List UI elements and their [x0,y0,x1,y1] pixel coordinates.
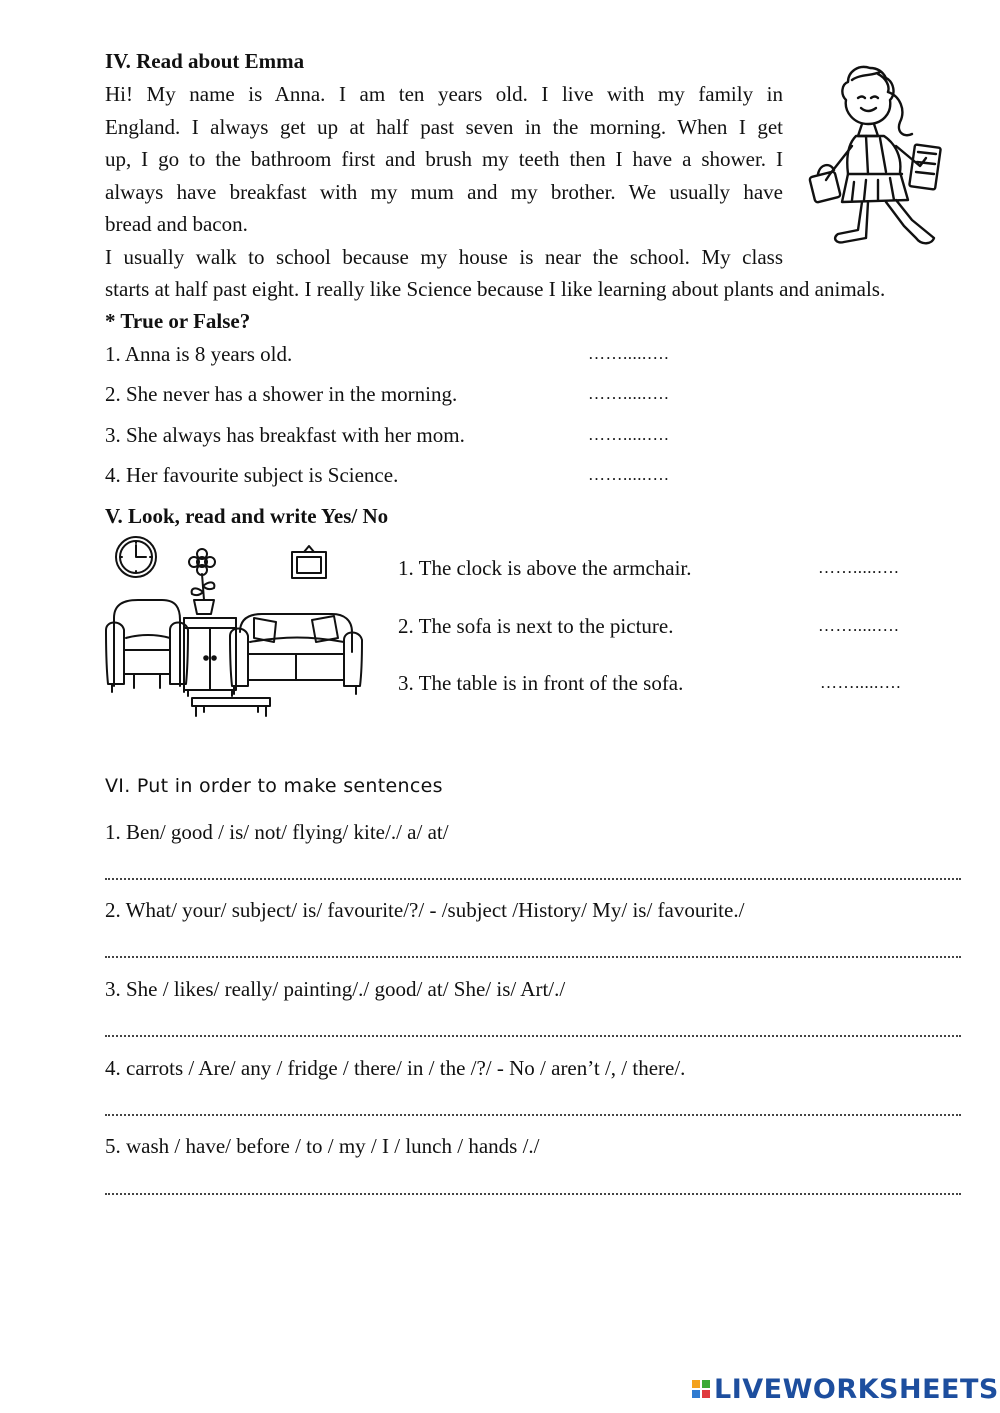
answer-line[interactable] [105,956,961,958]
reorder-item: 4. carrots / Are/ any / fridge / there/ in / the /?/ - No / aren’t /, / there/. [105,1056,686,1080]
answer-line[interactable] [105,1114,961,1116]
logo-square-icon [692,1380,700,1388]
tf-answer-blank[interactable]: …….....…. [588,465,669,484]
brand-name: LIVEWORKSHEETS [714,1373,999,1405]
living-room-illustration [104,534,370,720]
yes-no-answer-blank[interactable]: …….....…. [818,558,899,577]
passage-line: always have breakfast with my mum and my brother. We usually have [105,179,783,204]
tf-question: 3. She always has breakfast with her mom. [105,423,465,447]
tf-question: 2. She never has a shower in the morning. [105,382,458,406]
passage-line: up, I go to the bathroom first and brush my teeth then I have a shower. I [105,147,783,171]
answer-line[interactable] [105,1193,961,1195]
reorder-item: 1. Ben/ good / is/ not/ flying/ kite/./ a/ at/ [105,820,449,844]
reading-passage [105,78,783,273]
reorder-item: 3. She / likes/ really/ painting/./ good/ at/ She/ is/ Art/./ [105,977,566,1001]
yes-no-question: 3. The table is in front of the sofa. [398,671,684,695]
yes-no-answer-blank[interactable]: …….....…. [820,673,901,692]
passage-line: bread and bacon. [105,212,248,236]
liveworksheets-icon [692,1380,710,1398]
reorder-item: 5. wash / have/ before / to / my / I / lunch / hands /./ [105,1134,540,1158]
answer-line[interactable] [105,878,961,880]
tf-answer-blank[interactable]: …….....…. [588,425,669,444]
section-6-heading: VI. Put in order to make sentences [105,775,443,797]
logo-square-icon [692,1390,700,1398]
passage-line: I usually walk to school because my house is near the school. My class [105,244,783,269]
yes-no-answer-blank[interactable]: …….....…. [818,616,899,635]
tf-question: 1. Anna is 8 years old. [105,342,293,366]
section-4-heading: IV. Read about Emma [105,49,305,73]
section-5-heading: V. Look, read and write Yes/ No [105,504,389,528]
reorder-item: 2. What/ your/ subject/ is/ favourite/?/ - /subject /History/ My/ is/ favourite./ [105,898,745,922]
tf-answer-blank[interactable]: …….....…. [588,344,669,363]
yes-no-question: 1. The clock is above the armchair. [398,556,692,580]
logo-square-icon [702,1390,710,1398]
logo-square-icon [702,1380,710,1388]
yes-no-question: 2. The sofa is next to the picture. [398,614,674,638]
passage-line: England. I always get up at half past seven in the morning. When I get [105,114,783,139]
tf-question: 4. Her favourite subject is Science. [105,463,399,487]
true-false-heading: * True or False? [105,309,251,333]
passage-line: Hi! My name is Anna. I am ten years old. I live with my family in [105,82,783,106]
tf-answer-blank[interactable]: …….....…. [588,384,669,403]
answer-line[interactable] [105,1035,961,1037]
girl-illustration [808,62,950,254]
liveworksheets-logo [692,1371,999,1407]
passage-line: starts at half past eight. I really like Science because I like learning about plants and animals. [105,277,886,301]
